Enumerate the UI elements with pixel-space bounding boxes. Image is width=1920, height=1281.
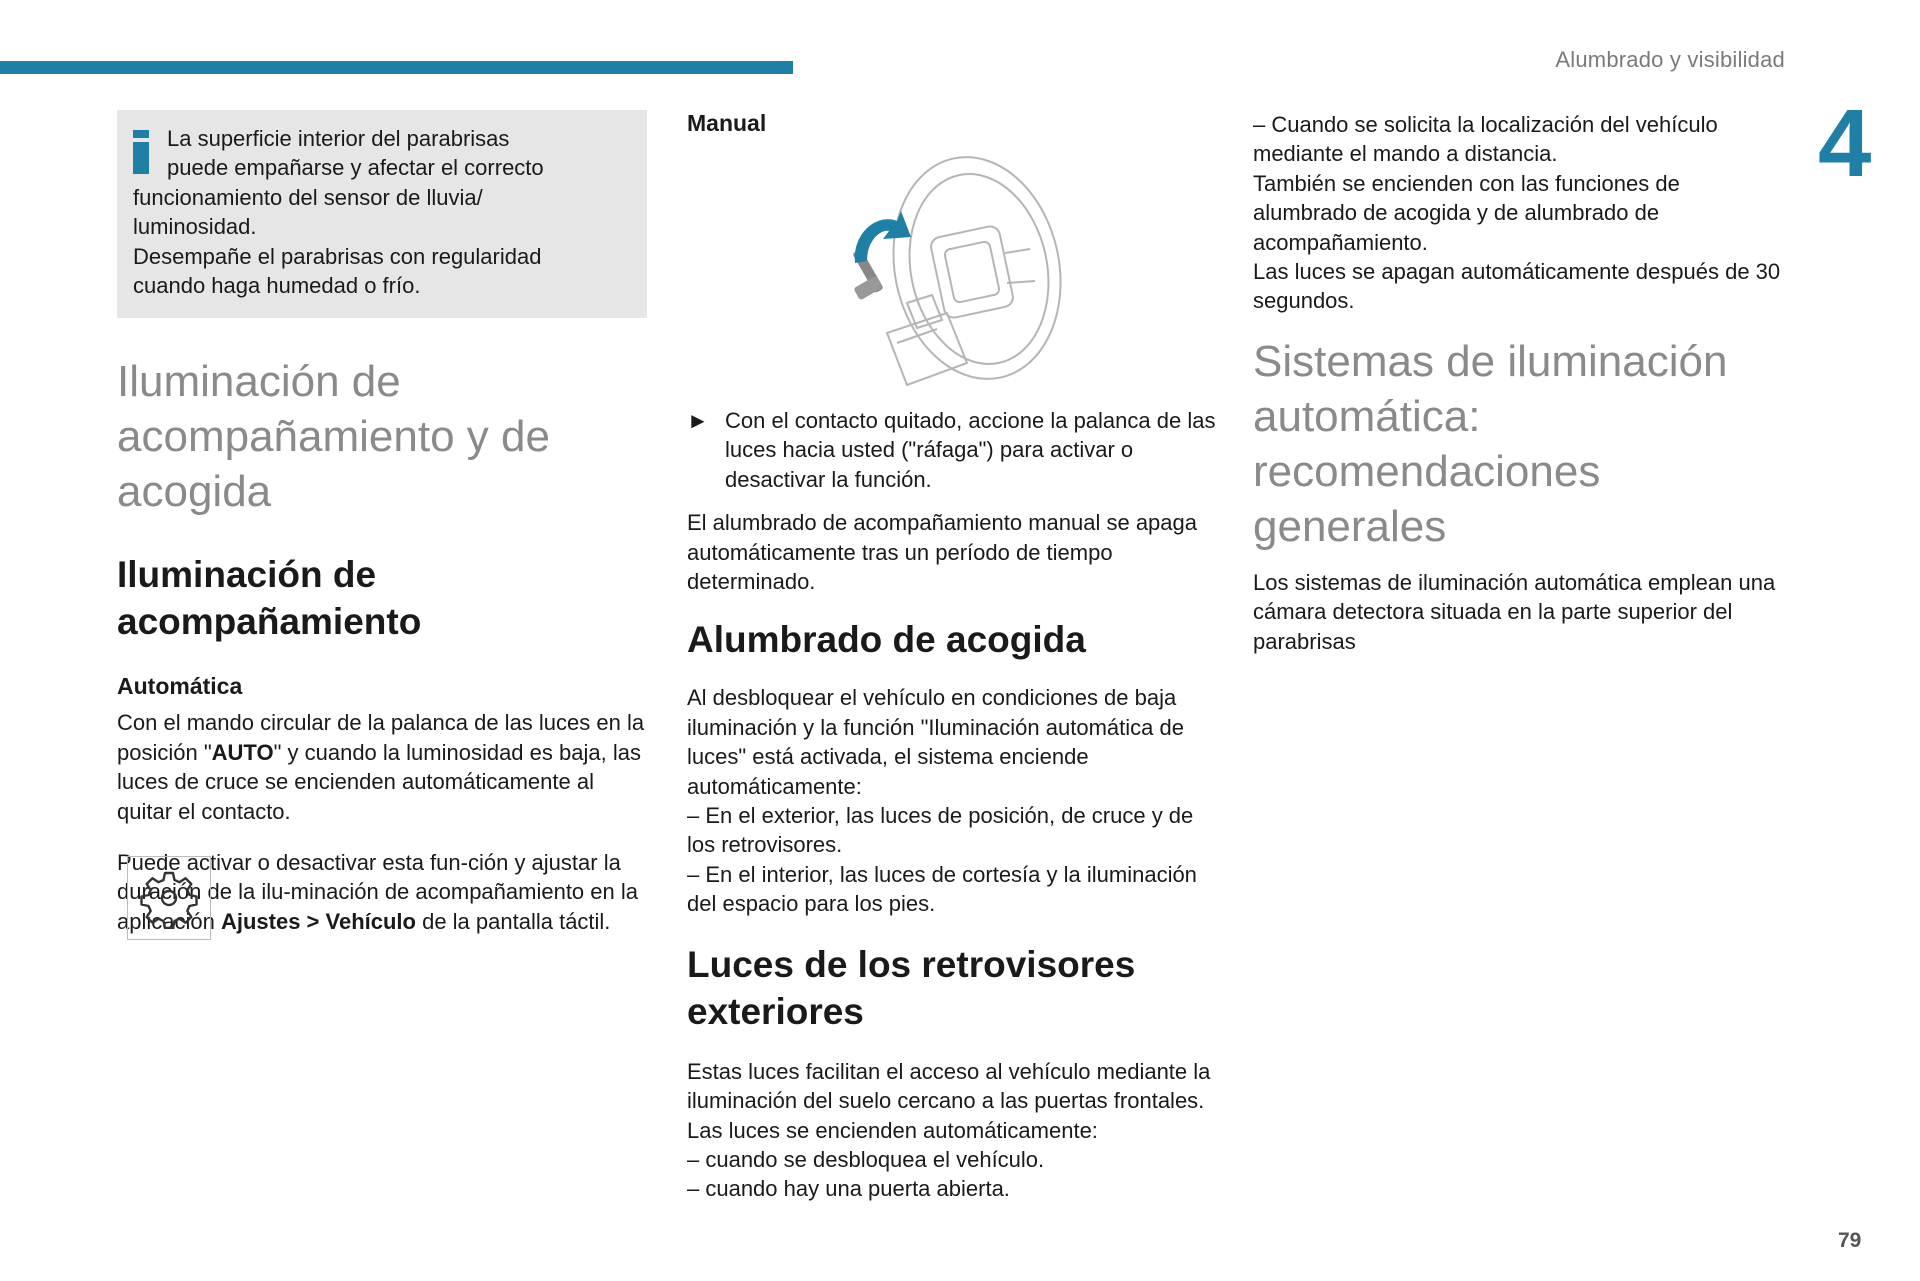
section-title: Iluminación de acompañamiento y de acogida xyxy=(117,357,550,517)
chapter-number: 4 xyxy=(1818,90,1872,197)
mirror-unlock: – cuando se desbloquea el vehículo. xyxy=(687,1146,1045,1172)
settings-text: Puede activar o desactivar esta fun-ción y ajustar la duración de la ilu-minación de acompañamiento en la aplicación Ajustes > Vehículo de la pantalla táctil. xyxy=(117,850,638,934)
auto-systems-text: Los sistemas de iluminación automática emplean una cámara detectora situada en la parte superior del parabrisas xyxy=(1253,569,1776,654)
auto-systems-title: Sistemas de iluminación automática: recomendaciones generales xyxy=(1253,336,1728,551)
info-text: funcionamiento del sensor de lluvia/ luminosidad. xyxy=(133,184,483,240)
info-line-2: puede empañarse y afectar el correcto xyxy=(167,155,544,181)
auto-text: Con el mando circular de la palanca de las luces en la posición "AUTO" y cuando la luminosidad es baja, las luces de cruce se encienden automáticamente al quitar el contacto. xyxy=(117,710,645,824)
info-line-1: La superficie interior del parabrisas xyxy=(167,126,510,151)
subsection-title: Iluminación de acompañamiento xyxy=(117,554,422,643)
steering-wheel-lever-illustration xyxy=(687,153,1217,388)
gear-icon xyxy=(127,856,211,940)
header-accent-bar xyxy=(0,61,793,74)
welcome-paragraph: Al desbloquear el vehículo en condiciones de baja iluminación y la función "Iluminación automática de luces" está activada, el sistema enciende automáticamente: xyxy=(687,685,1184,799)
manual-title: Manual xyxy=(687,110,767,136)
welcome-text xyxy=(687,683,1217,918)
welcome-interior: – En el interior, las luces de cortesía y la iluminación del espacio para los pies. xyxy=(687,861,1197,917)
bullet-text: Con el contacto quitado, accione la palanca de las luces hacia usted ("ráfaga") para activar o desactivar la función. xyxy=(725,408,1216,492)
bullet-arrow: ► xyxy=(687,408,709,433)
mirror-paragraph: Estas luces facilitan el acceso al vehículo mediante la iluminación del suelo cercano a las puertas frontales. xyxy=(687,1058,1211,1114)
mirror-door: – cuando hay una puerta abierta. xyxy=(687,1176,1010,1202)
welcome-title: Alumbrado de acogida xyxy=(687,619,1086,661)
manual-note: El alumbrado de acompañamiento manual se apaga automáticamente tras un período de tiempo determinado. xyxy=(687,510,1197,595)
welcome-exterior: – En el exterior, las luces de posición, de cruce y de los retrovisores. xyxy=(687,803,1194,858)
intro-text xyxy=(1253,110,1783,316)
column-right xyxy=(1253,110,1783,656)
intro-locate: – Cuando se solicita la localización del vehículo mediante el mando a distancia. xyxy=(1253,112,1718,167)
settings-note xyxy=(117,848,647,936)
info-advice: Desempañe el parabrisas con regularidad cuando haga humedad o frío. xyxy=(133,243,542,299)
intro-timeout: Las luces se apagan automáticamente después de 30 segundos. xyxy=(1253,259,1781,314)
column-left xyxy=(117,110,647,936)
mirror-auto: Las luces se encienden automáticamente: xyxy=(687,1117,1098,1143)
info-box xyxy=(117,110,647,318)
column-middle xyxy=(687,110,1217,1204)
mirror-text xyxy=(687,1057,1217,1204)
mirror-title: Luces de los retrovisores exteriores xyxy=(687,943,1136,1032)
intro-functions: También se encienden con las funciones de alumbrado de acogida y de alumbrado de acompañamiento. xyxy=(1253,170,1680,255)
instruction-bullet xyxy=(687,406,1217,494)
page-number: 79 xyxy=(1838,1229,1862,1252)
running-head: Alumbrado y visibilidad xyxy=(1555,47,1785,72)
auto-title: Automática xyxy=(117,673,243,700)
info-icon xyxy=(133,130,149,174)
